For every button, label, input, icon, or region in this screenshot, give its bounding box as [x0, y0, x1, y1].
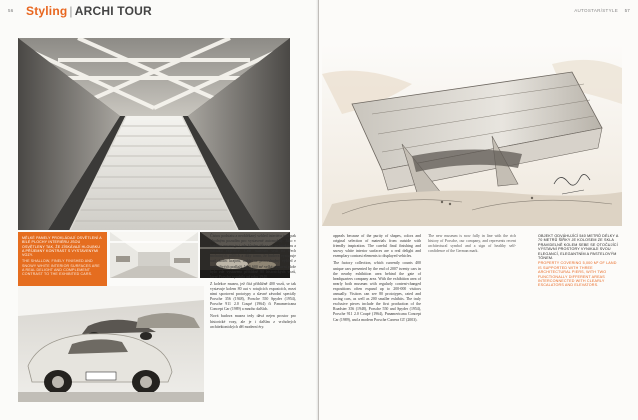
body-paragraph: appeals because of the purity of shapes, colors and original selection of materials from outside with friendly inspiration. The careful final finishing and snowy white interior surfaces are a real delight and exemplary contrast elements to displayed vehicles.: [333, 234, 421, 259]
page-number-right: 57: [624, 8, 630, 13]
caption-right: [538, 234, 620, 289]
cars-exhibit-photo: [18, 286, 204, 402]
subsection-label: ARCHI TOUR: [74, 4, 152, 18]
body-column-2: [333, 234, 421, 325]
interior-photo-white: [110, 232, 198, 278]
body-paragraph: The factory collection, which currently counts 400 unique cars presented by the end of 2007 twenty cars in the nearby exhibition area behind the gate of headquarters company area. With the exhibition area of nearly both museum with regularly content-changed expositions often expand up to 200-000 visitors annually. Visitors can see 80 prototypes, rated and racing cars, as well as 200 smaller exhibits. The truly exclusive pieces include the first production of the Roadster 356 (1948), Porsche 550 and Spyder (1954), Porsche 911 2.0 Coupé (1964), Panamericana Concept Car (1989), and a modern Porsche Carrera GT (2003).: [333, 261, 421, 322]
caption-right-en: PROPERTY COVERING 5,000 M² OF LAND IS SUPPORTED WITH THREE ARCHITECTURAL PIERS, WITH TWO FUNCTIONALLY DIFFERENT AREAS INTERCONNECTED WITH CLEARLY ESCALATORS AND ELEVATORS.: [538, 261, 617, 288]
body-column-1: [210, 234, 296, 332]
body-column-3: [428, 234, 516, 256]
section-separator: |: [69, 4, 73, 18]
running-title: AUTOSTAR/STYLE: [574, 8, 618, 13]
body-paragraph: Nová budova muzea tedy dává nejen prostor pro historické vozy, ale je i dalším z vrcholných architektonických děl moderní éry.: [210, 314, 296, 329]
left-page: [0, 0, 318, 420]
body-paragraph: Čistou podstatu a neoblékaný vzhled interiéru jsou pak vhodným pozadím pro vystavené automobily. Jako v každém muzeu je i zde kladen důraz na architekturu a nabídku expozice. Celé muzeum sedí na třech mohutných pilířích a díky tomu, že budova vystupuje nad okolní krajinu, nabízí se pozoruhodný výhled z jednotlivých podlaží. Ve 5.600 m² velké výstavní ploše bylo zde vystaveno přibližně 80 historických vozů, které Porsche vyrobilo od roku 1948.: [210, 234, 296, 279]
caption-left-en: THE SHALLOW, FINELY FINISHED AND SNOWY WHITE INTERIOR SURFACES ARE A REAL DELIGHT AND COMPLEMENT CONTRAST TO THE EXHIBITED CARS.: [22, 259, 100, 277]
caption-left-cz: MĚLKÉ PANELY PROKLÁDAJÍ OSVĚTLENÍ A BÍLÉ PLOCHY INTERIÉRU JSOU OSVĚTLENY TAK, ŽE ZÍSKÁVAJÍ HLOUBKU A PŘÍJEMNÝ KONTRAST S VYSTAVENÝMI VOZY.: [22, 236, 102, 258]
page-number-left: 56: [8, 8, 14, 13]
architectural-sketch: [322, 44, 622, 226]
section-label: Styling: [26, 4, 68, 18]
staircase-photo: [18, 38, 290, 230]
section-header: [26, 4, 152, 18]
body-paragraph: The new museum is now fully in line with the rich history of Porsche, our company, and represents recent architectural symbol and a sign of healthy self-confidence of the German mark.: [428, 234, 516, 254]
body-paragraph: Z kolekce muzea, jež čítá přibližně 400 vozů, se tak vystavuje kolem 80 aut v rotujících expozicích, mezi nimi sportovní prototypy a slavné závodní speciály Porsche 356 (1948), Porsche 550 Spyder (1954), Porsche 911 2.0 Coupé (1964) či Panamericana Concept Car (1989) a mnoho dalších.: [210, 281, 296, 312]
caption-right-cz: OBJEKT ODVÁHUJÍCÍ 540 METRŮ DÉLKY A 70 METRŮ ŠÍŘKY JE KOLOSEM ZE SKLA PRAVIDELNĚ KOLEM SEBE SE OTOČUJÍCÍ VÝSTAVNÍ PROSTORY VYNIKAJÍ SVOU ELEGANCÍ, ELEGANTNÍM A PASTELOVÝM TÓNEM.: [538, 234, 619, 261]
